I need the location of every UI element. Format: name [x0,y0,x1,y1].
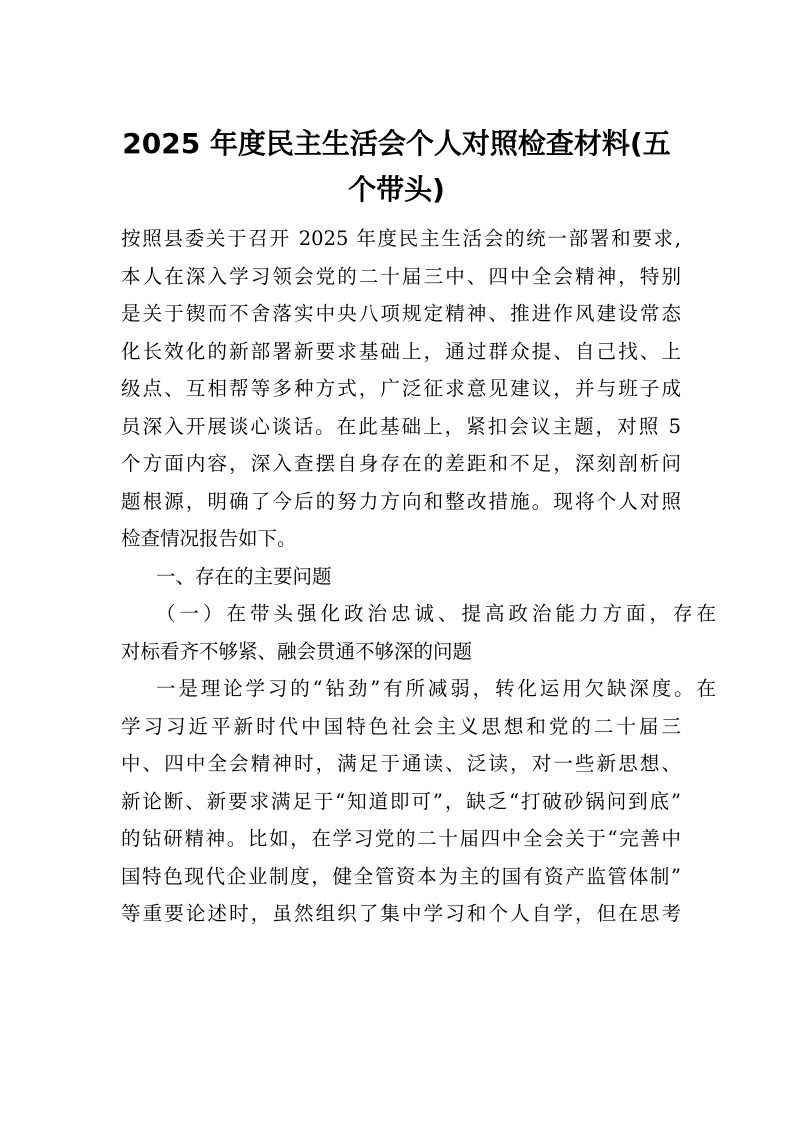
body-line: 是关于锲而不舍落实中央八项规定精神、推进作风建设常态 [121,302,681,325]
body-line: 级点、互相帮等多种方式，广泛征求意见建议，并与班子成 [121,377,681,400]
body-line: 国特色现代企业制度，健全管资本为主的国有资产监管体制” [121,864,681,888]
body-line: 等重要论述时，虽然组织了集中学习和个人自学，但在思考 [121,902,681,925]
body-line: 个方面内容，深入查摆自身存在的差距和不足，深刻剖析问 [121,452,681,475]
body-line: 员深入开展谈心谈话。在此基础上，紧扣会议主题，对照 5 [121,414,681,438]
subsection-heading-continued: 对标看齐不够紧、融会贯通不够深的问题 [121,639,473,663]
body-line: 本人在深入学习领会党的二十届三中、四中全会精神，特别 [121,264,681,288]
subsection-heading: （一）在带头强化政治忠诚、提高政治能力方面，存在 [156,602,716,625]
body-line: 化长效化的新部署新要求基础上，通过群众提、自己找、上 [121,339,681,363]
body-line: 检查情况报告如下。 [121,527,297,550]
body-line: 一是理论学习的“钻劲”有所减弱，转化运用欠缺深度。在 [156,677,716,700]
section-heading: 一、存在的主要问题 [156,564,332,588]
document-title-line-2: 个带头) [348,173,445,206]
body-line: 中、四中全会精神时，满足于通读、泛读，对一些新思想、 [121,752,681,775]
body-line: 按照县委关于召开 2025 年度民主生活会的统一部署和要求, [121,227,681,250]
body-line: 题根源，明确了今后的努力方向和整改措施。现将个人对照 [121,489,681,513]
document-title-line-1: 2025 年度民主生活会个人对照检查材料(五 [122,127,671,160]
body-line: 学习习近平新时代中国特色社会主义思想和党的二十届三 [121,714,681,738]
body-line: 新论断、新要求满足于“知道即可”，缺乏“打破砂锅问到底” [121,789,681,813]
body-line: 的钻研精神。比如，在学习党的二十届四中全会关于“完善中 [121,827,681,850]
